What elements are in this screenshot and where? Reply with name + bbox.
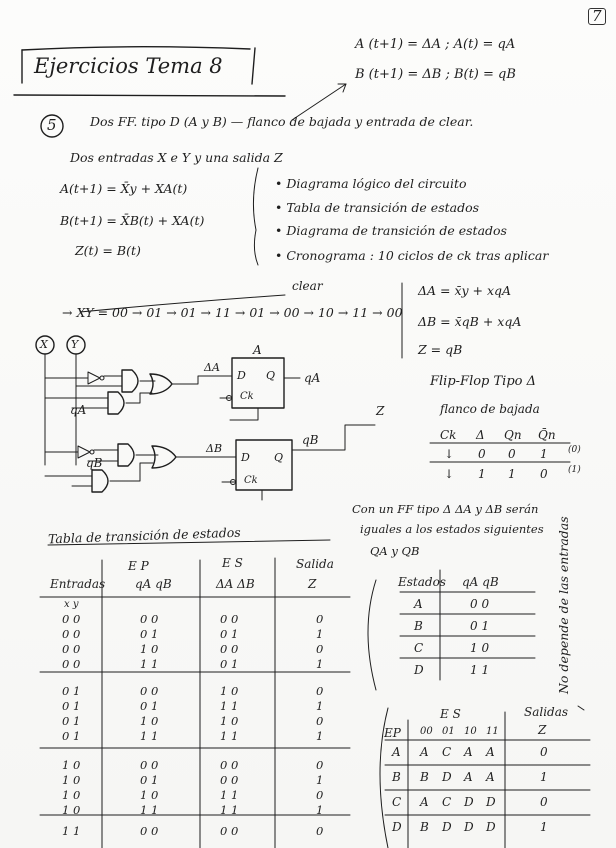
qb-input-label: qB: [86, 456, 103, 470]
transition-table-cell: 0 0: [220, 773, 239, 787]
states-table-cell: 0 1: [470, 619, 490, 633]
transition-table-cell: 1: [316, 729, 324, 743]
transition-table-cell: 0 0: [220, 758, 239, 772]
states-table-cell: C: [414, 641, 424, 655]
side-note: No depende de las entradas: [556, 516, 571, 694]
ff-table-cell: 0: [478, 447, 486, 461]
ff-table-cell: ↓: [444, 467, 455, 481]
transition-table-cell: 1 1: [140, 803, 159, 817]
ff-a-q-pin: Q: [266, 369, 276, 382]
tt-col-header: Entradas: [50, 577, 106, 591]
da-wire-label: ΔA: [204, 361, 220, 374]
ff-table-cell: (0): [568, 445, 581, 455]
transition-table-cell: 0 1: [140, 773, 159, 787]
states-table-cell: 1 0: [470, 641, 490, 655]
tt-head-out: Salida: [296, 557, 334, 571]
state-table-cell: D: [464, 795, 474, 809]
ff-table-cell: 1: [540, 447, 548, 461]
transition-table-cell: 0 1: [140, 627, 159, 641]
ff-b-q-pin: Q: [274, 451, 284, 464]
transition-table-cell: 1 1: [140, 729, 159, 743]
state-table-cell: D: [486, 820, 496, 834]
st-xy-col: 00: [420, 726, 433, 737]
note-line: QA y QB: [370, 544, 420, 558]
states-table-cell: 0 0: [470, 597, 490, 611]
z-output-label: Z: [376, 404, 385, 418]
transition-table-cell: 1: [316, 699, 324, 713]
st-xy-col: 10: [464, 726, 477, 737]
transition-table-cell: 0 1: [140, 699, 159, 713]
st-xy-col: 11: [486, 726, 499, 737]
state-table-cell: D: [464, 820, 474, 834]
page-title: Ejercicios Tema 8: [34, 54, 223, 78]
tt-col-header: Z: [308, 577, 317, 591]
st-head-out: Salidas: [524, 705, 569, 719]
transition-table-cell: 1 0: [62, 773, 81, 787]
transition-table-cell: 0: [316, 684, 324, 698]
st-z: Z: [538, 723, 547, 737]
state-table-cell: B: [420, 770, 429, 784]
transition-table-cell: 0 1: [220, 627, 239, 641]
ff-table-title: Flip-Flop Tipo Δ: [430, 374, 537, 389]
transition-table-cell: 1 1: [220, 699, 239, 713]
transition-table-cell: 1: [316, 773, 324, 787]
transition-table-cell: 0 1: [62, 714, 81, 728]
ff-table-cell: 0: [508, 447, 516, 461]
state-table-cell: C: [442, 795, 452, 809]
ff-table-cell: 1: [478, 467, 486, 481]
task-item: • Tabla de transición de estados: [275, 200, 480, 215]
state-table-cell: 0: [540, 795, 548, 809]
transition-table-cell: 0: [316, 714, 324, 728]
ff-table-subtitle: flanco de bajada: [440, 402, 540, 416]
state-table-cell: C: [392, 795, 402, 809]
state-table-cell: A: [420, 745, 429, 759]
note-line: Con un FF tipo Δ ΔA y ΔB serán: [352, 502, 539, 516]
state-table-cell: D: [442, 820, 452, 834]
transition-table-cell: 1: [316, 657, 324, 671]
exercise-number: 5: [47, 116, 57, 134]
task-item: • Diagrama de transición de estados: [275, 223, 507, 238]
input-y-label: Y: [71, 338, 79, 351]
d-equation: ΔA = x̄y + xqA: [418, 283, 512, 298]
tt-head-es: E S: [222, 556, 243, 570]
transition-table-cell: 1 0: [62, 788, 81, 802]
transition-table-cell: 0 1: [62, 729, 81, 743]
transition-table-cell: 0: [316, 758, 324, 772]
transition-table-cell: 0 0: [140, 824, 159, 838]
tt-col-header: ΔA ΔB: [216, 577, 255, 591]
equation-line: B (t+1) = ΔB ; B(t) = qB: [355, 67, 516, 82]
exercise-statement: Dos FF. tipo D (A y B) — flanco de bajada y entrada de clear.: [90, 114, 474, 129]
transition-table-cell: 1 1: [140, 657, 159, 671]
st-xy-col: 01: [442, 726, 455, 737]
input-x-label: X: [40, 338, 48, 351]
transition-table-cell: 0 1: [62, 699, 81, 713]
state-table-cell: D: [442, 770, 452, 784]
input-sequence: → XY = 00 → 01 → 01 → 11 → 01 → 00 → 10 → 11 → 00: [62, 305, 403, 320]
qa-output-label: qA: [304, 371, 321, 385]
transition-table-cell: 0 0: [140, 758, 159, 772]
transition-table-cell: 0 0: [220, 612, 239, 626]
transition-table-cell: 1 1: [62, 824, 81, 838]
ff-a-d-pin: D: [237, 369, 246, 382]
ff-b-d-pin: D: [241, 451, 250, 464]
ff-a-ck-pin: Ck: [240, 391, 254, 402]
tt-head-ep: E P: [128, 559, 149, 573]
st-head-es: E S: [440, 707, 461, 721]
tt-col-header: qA qB: [135, 577, 172, 591]
transition-table-cell: 0 0: [62, 612, 81, 626]
equation-line: B(t+1) = X̄B(t) + XA(t): [60, 213, 205, 228]
transition-table-cell: 1 0: [140, 788, 159, 802]
st-ep: EP: [384, 726, 401, 740]
equation-line: A(t+1) = X̄y + XA(t): [60, 181, 188, 196]
state-table-cell: A: [486, 770, 495, 784]
transition-table-cell: 0 0: [140, 684, 159, 698]
transition-table-cell: 1: [316, 627, 324, 641]
ff-table-header: Ck: [440, 428, 457, 442]
ff-table-header: Δ: [476, 428, 485, 442]
transition-table-cell: 0: [316, 612, 324, 626]
state-table-cell: A: [486, 745, 495, 759]
transition-table-cell: 0 0: [220, 642, 239, 656]
transition-table-cell: 1 1: [220, 788, 239, 802]
transition-table-cell: 1 0: [140, 714, 159, 728]
transition-table-cell: 0 0: [62, 642, 81, 656]
states-header: qA qB: [462, 575, 499, 589]
state-table-cell: 0: [540, 745, 548, 759]
states-header: Estados: [398, 575, 446, 589]
db-wire-label: ΔB: [206, 442, 223, 455]
ff-table-cell: ↓: [444, 447, 455, 461]
equation-line: A (t+1) = ΔA ; A(t) = qA: [355, 37, 516, 52]
ff-table-header: Qn: [504, 428, 522, 442]
exercise-inputs: Dos entradas X e Y y una salida Z: [70, 150, 283, 165]
ff-table-cell: 1: [508, 467, 516, 481]
transition-table-cell: 1: [316, 803, 324, 817]
states-table-cell: B: [414, 619, 423, 633]
task-item: • Diagrama lógico del circuito: [275, 176, 467, 191]
ff-b-ck-pin: Ck: [244, 475, 258, 486]
note-line: iguales a los estados siguientes: [360, 522, 544, 536]
task-item: • Cronograma : 10 ciclos de ck tras aplicar: [275, 248, 549, 263]
transition-table-cell: 0: [316, 642, 324, 656]
transition-table-cell: 1 0: [220, 714, 239, 728]
state-table-cell: B: [420, 820, 429, 834]
transition-table-cell: 1 1: [220, 803, 239, 817]
transition-table-cell: 1 0: [140, 642, 159, 656]
d-equation: ΔB = x̄qB + xqA: [418, 314, 522, 329]
transition-table-cell: 0 1: [62, 684, 81, 698]
transition-table-title: Tabla de transición de estados: [47, 524, 241, 547]
state-table-cell: A: [464, 770, 473, 784]
states-table-cell: D: [414, 663, 424, 677]
transition-table-cell: 0 0: [140, 612, 159, 626]
qa-input-label: qA: [70, 403, 87, 417]
state-table-cell: D: [486, 795, 496, 809]
transition-table-cell: 0: [316, 824, 324, 838]
ff-table-header: Q̄n: [538, 428, 556, 442]
ff-table-cell: 0: [540, 467, 548, 481]
state-table-cell: C: [442, 745, 452, 759]
qb-output-label: qB: [302, 433, 319, 447]
transition-table-cell: 0 0: [62, 627, 81, 641]
ff-table-cell: (1): [568, 465, 581, 475]
transition-table-cell: 1 0: [62, 758, 81, 772]
transition-table-cell: 1 0: [62, 803, 81, 817]
state-table-cell: D: [392, 820, 402, 834]
transition-table-cell: 0 0: [220, 824, 239, 838]
ff-a-name: A: [253, 343, 262, 357]
d-equation: Z = qB: [418, 342, 463, 357]
state-table-cell: 1: [540, 770, 548, 784]
transition-table-cell: 1 1: [220, 729, 239, 743]
transition-table-cell: 1 0: [220, 684, 239, 698]
clear-label: clear: [292, 279, 323, 293]
state-table-cell: B: [392, 770, 401, 784]
states-table-cell: A: [414, 597, 423, 611]
state-table-cell: A: [464, 745, 473, 759]
state-table-cell: 1: [540, 820, 548, 834]
tt-xy-label: x y: [64, 599, 79, 610]
transition-table-cell: 0 1: [220, 657, 239, 671]
state-table-cell: A: [392, 745, 401, 759]
transition-table-cell: 0: [316, 788, 324, 802]
transition-table-cell: 0 0: [62, 657, 81, 671]
equation-line: Z(t) = B(t): [75, 243, 141, 258]
state-table-cell: A: [420, 795, 429, 809]
page-number: 7: [588, 8, 606, 25]
states-table-cell: 1 1: [470, 663, 490, 677]
